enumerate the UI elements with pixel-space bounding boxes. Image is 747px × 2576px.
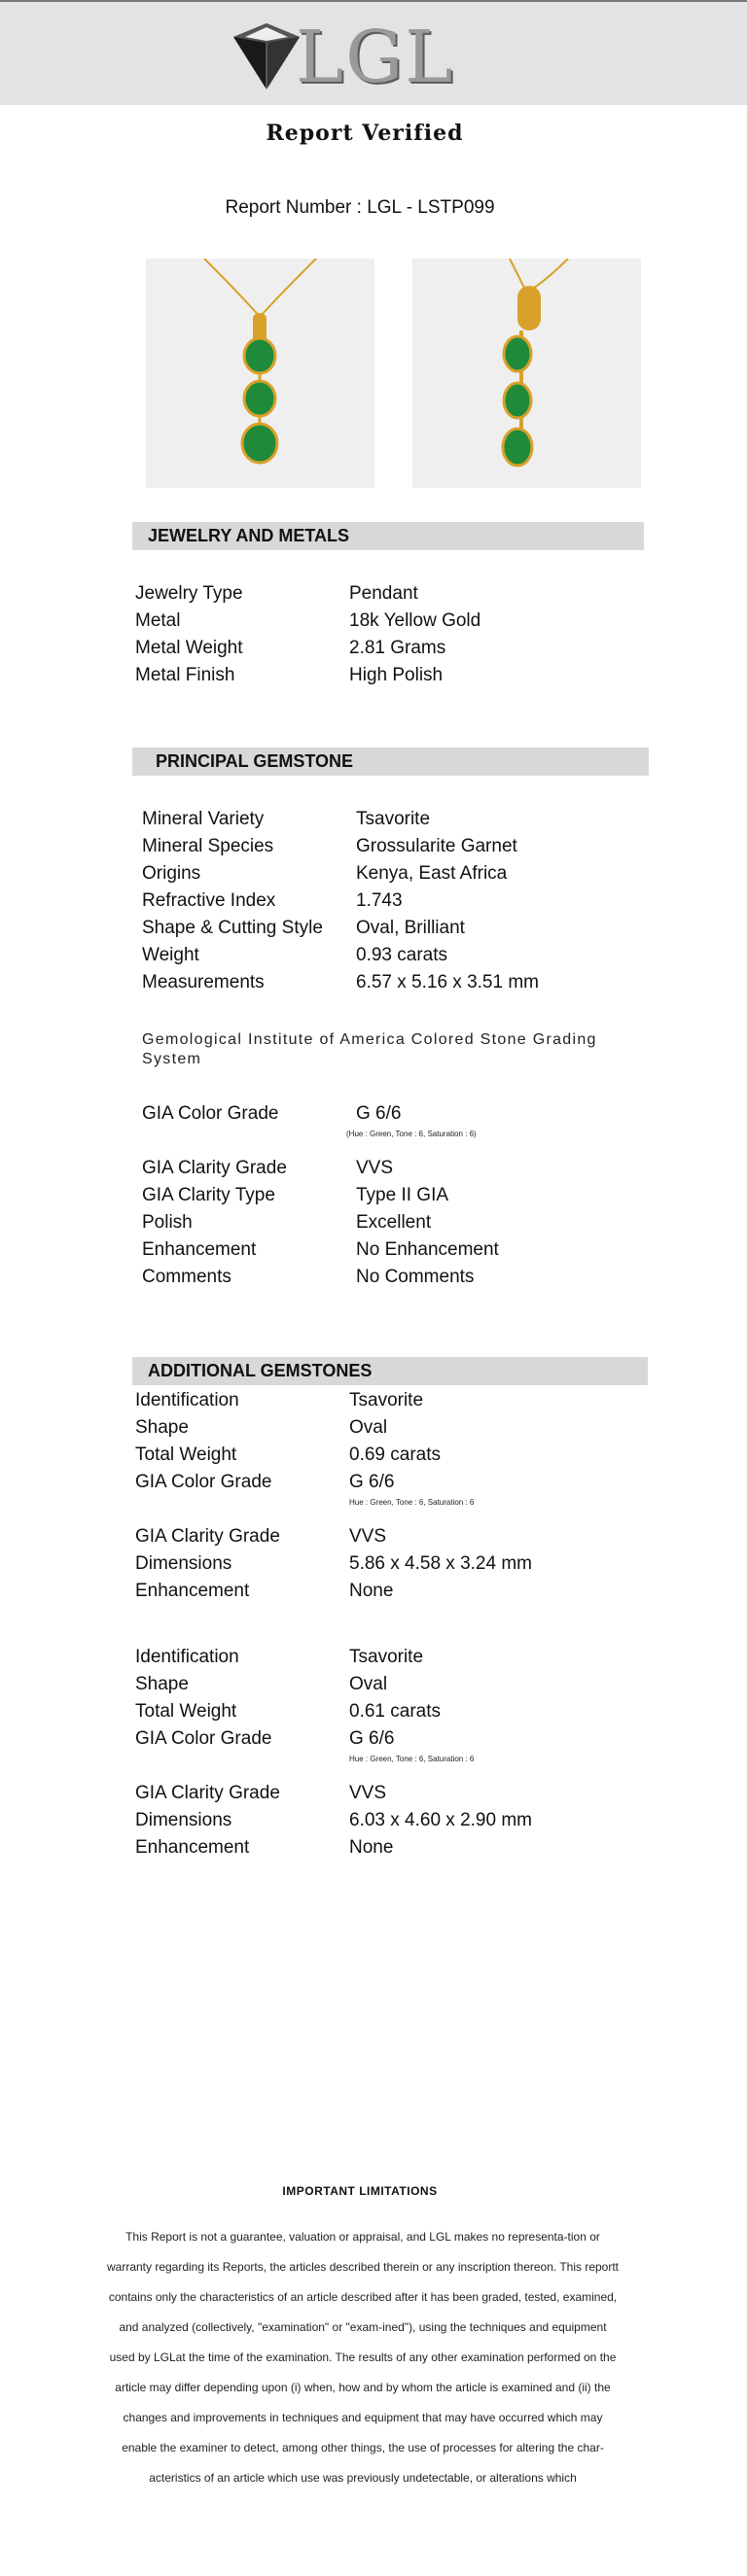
row-value: Kenya, East Africa bbox=[356, 863, 508, 884]
detail-row bbox=[135, 1780, 622, 1807]
row-value: Oval bbox=[349, 1674, 388, 1694]
row-value: High Polish bbox=[349, 665, 444, 685]
additional-stone-2 bbox=[135, 1644, 622, 1753]
row-value: VVS bbox=[349, 1783, 387, 1803]
detail-row bbox=[135, 1725, 622, 1753]
row-value: VVS bbox=[356, 1158, 394, 1178]
pendant-front-photo bbox=[146, 259, 374, 488]
row-value: 18k Yellow Gold bbox=[349, 610, 481, 631]
detail-row bbox=[142, 942, 628, 969]
principal-clarity-details bbox=[142, 1155, 628, 1291]
detail-row bbox=[135, 608, 622, 635]
row-label: GIA Color Grade bbox=[142, 1103, 279, 1124]
row-value: Type II GIA bbox=[356, 1185, 449, 1205]
row-value: G 6/6 bbox=[356, 1103, 402, 1124]
row-label: Dimensions bbox=[135, 1553, 232, 1574]
gia-grading-note: Gemological Institute of America Colored Stone Grading System bbox=[142, 1031, 597, 1067]
detail-row bbox=[135, 1469, 622, 1496]
row-value: No Enhancement bbox=[356, 1239, 499, 1260]
detail-row bbox=[142, 888, 628, 915]
row-label: Enhancement bbox=[135, 1581, 250, 1601]
row-label: Metal Finish bbox=[135, 665, 235, 685]
detail-row bbox=[135, 1523, 622, 1550]
row-label: Enhancement bbox=[142, 1239, 257, 1260]
row-label: GIA Clarity Grade bbox=[135, 1783, 280, 1803]
detail-row bbox=[142, 1264, 628, 1291]
row-label: GIA Clarity Grade bbox=[142, 1158, 287, 1178]
row-label: GIA Clarity Type bbox=[142, 1185, 275, 1205]
detail-row bbox=[135, 580, 622, 608]
row-value: VVS bbox=[349, 1526, 387, 1547]
row-value: 1.743 bbox=[356, 890, 403, 911]
header-bar bbox=[0, 0, 747, 105]
row-label: Total Weight bbox=[135, 1445, 237, 1465]
row-label: Enhancement bbox=[135, 1837, 250, 1858]
additional-stone-1-more bbox=[135, 1523, 622, 1605]
row-label: Metal Weight bbox=[135, 638, 243, 658]
row-value: G 6/6 bbox=[349, 1472, 395, 1492]
row-label: Total Weight bbox=[135, 1701, 237, 1722]
row-value: Pendant bbox=[349, 583, 418, 604]
detail-row bbox=[142, 860, 628, 888]
row-value: 6.03 x 4.60 x 2.90 mm bbox=[349, 1810, 532, 1830]
row-value: 0.61 carats bbox=[349, 1701, 441, 1722]
detail-row bbox=[135, 1442, 622, 1469]
row-value: Excellent bbox=[356, 1212, 432, 1233]
row-label: Origins bbox=[142, 863, 201, 884]
detail-row bbox=[135, 1387, 622, 1414]
row-value: G 6/6 bbox=[349, 1728, 395, 1749]
stone-1-color-subnote: Hue : Green, Tone : 6, Saturation : 6 bbox=[349, 1498, 475, 1507]
row-label: Mineral Species bbox=[142, 836, 274, 856]
row-label: Refractive Index bbox=[142, 890, 276, 911]
detail-row bbox=[135, 1414, 622, 1442]
report-number: Report Number : LGL - LSTP099 bbox=[225, 197, 495, 218]
row-label: Identification bbox=[135, 1390, 239, 1410]
row-value: 2.81 Grams bbox=[349, 638, 446, 658]
detail-row bbox=[142, 806, 628, 833]
principal-color-grade bbox=[142, 1100, 628, 1128]
detail-row bbox=[142, 833, 628, 860]
detail-row bbox=[142, 915, 628, 942]
row-value: 6.57 x 5.16 x 3.51 mm bbox=[356, 972, 539, 992]
logo bbox=[228, 14, 480, 99]
detail-row bbox=[142, 969, 628, 996]
detail-row bbox=[142, 1209, 628, 1236]
row-label: Dimensions bbox=[135, 1810, 232, 1830]
detail-row bbox=[135, 1578, 622, 1605]
row-label: Comments bbox=[142, 1267, 231, 1287]
row-label: GIA Color Grade bbox=[135, 1728, 272, 1749]
row-label: Shape bbox=[135, 1417, 189, 1438]
detail-row bbox=[135, 1807, 622, 1834]
report-title: Report Verified bbox=[266, 121, 464, 146]
limitations-body: This Report is not a guarantee, valuation or appraisal, and LGL makes no representa-tion or warranty regarding its Reports, the articles described therein or any inscription thereon. This reportt contains only the characteristics of an article described after it has been graded, tested, examined, and analyzed (collectively, "examination" or "exam-ined"), using the techniques and equipment used by LGLat the time of the examination. The results of any other examination performed on the article may differ depending upon (i) when, how and by whom the article is examined and (ii) the changes and improvements in techniques and equipment that may have occurred which may enable the examiner to detect, among other things, the use of processes for altering the char-acteristics of an article which use was previously undetectable, or alterations which bbox=[106, 2230, 620, 2485]
additional-stone-1 bbox=[135, 1387, 622, 1496]
detail-row bbox=[142, 1155, 628, 1182]
detail-row bbox=[142, 1236, 628, 1264]
row-value: Grossularite Garnet bbox=[356, 836, 517, 856]
row-value: None bbox=[349, 1581, 394, 1601]
detail-row bbox=[135, 1834, 622, 1862]
principal-gemstone-header: PRINCIPAL GEMSTONE bbox=[132, 748, 649, 776]
row-label: Shape & Cutting Style bbox=[142, 918, 323, 938]
row-label: Identification bbox=[135, 1647, 239, 1667]
row-label: Jewelry Type bbox=[135, 583, 243, 604]
row-value: 5.86 x 4.58 x 3.24 mm bbox=[349, 1553, 532, 1574]
detail-row bbox=[135, 1644, 622, 1671]
row-value: Oval, Brilliant bbox=[356, 918, 465, 938]
row-label: Metal bbox=[135, 610, 181, 631]
jewelry-details bbox=[135, 580, 622, 689]
additional-stone-2-more bbox=[135, 1780, 622, 1862]
detail-row bbox=[135, 635, 622, 662]
jewelry-metals-header: JEWELRY AND METALS bbox=[132, 522, 644, 550]
detail-row bbox=[135, 1550, 622, 1578]
logo-text: LGL bbox=[296, 16, 455, 99]
row-value: 0.93 carats bbox=[356, 945, 447, 965]
pendant-side-photo bbox=[412, 259, 641, 488]
row-label: Measurements bbox=[142, 972, 265, 992]
row-value: Tsavorite bbox=[356, 809, 431, 829]
row-label: Weight bbox=[142, 945, 199, 965]
diamond-icon bbox=[228, 21, 305, 91]
row-label: GIA Color Grade bbox=[135, 1472, 272, 1492]
row-label: Shape bbox=[135, 1674, 189, 1694]
stone-2-color-subnote: Hue : Green, Tone : 6, Saturation : 6 bbox=[349, 1755, 475, 1763]
row-value: Oval bbox=[349, 1417, 388, 1438]
principal-details bbox=[142, 806, 628, 996]
row-value: Tsavorite bbox=[349, 1390, 424, 1410]
row-value: No Comments bbox=[356, 1267, 475, 1287]
row-value: None bbox=[349, 1837, 394, 1858]
row-label: Mineral Variety bbox=[142, 809, 265, 829]
additional-gemstones-header: ADDITIONAL GEMSTONES bbox=[132, 1357, 648, 1385]
detail-row bbox=[135, 1698, 622, 1725]
row-label: Polish bbox=[142, 1212, 193, 1233]
limitations-title: IMPORTANT LIMITATIONS bbox=[282, 2184, 438, 2198]
color-grade-subnote: (Hue : Green, Tone : 6, Saturation : 6) bbox=[346, 1130, 477, 1138]
row-value: Tsavorite bbox=[349, 1647, 424, 1667]
detail-row bbox=[135, 662, 622, 689]
detail-row bbox=[135, 1671, 622, 1698]
detail-row bbox=[142, 1182, 628, 1209]
row-label: GIA Clarity Grade bbox=[135, 1526, 280, 1547]
row-value: 0.69 carats bbox=[349, 1445, 441, 1465]
